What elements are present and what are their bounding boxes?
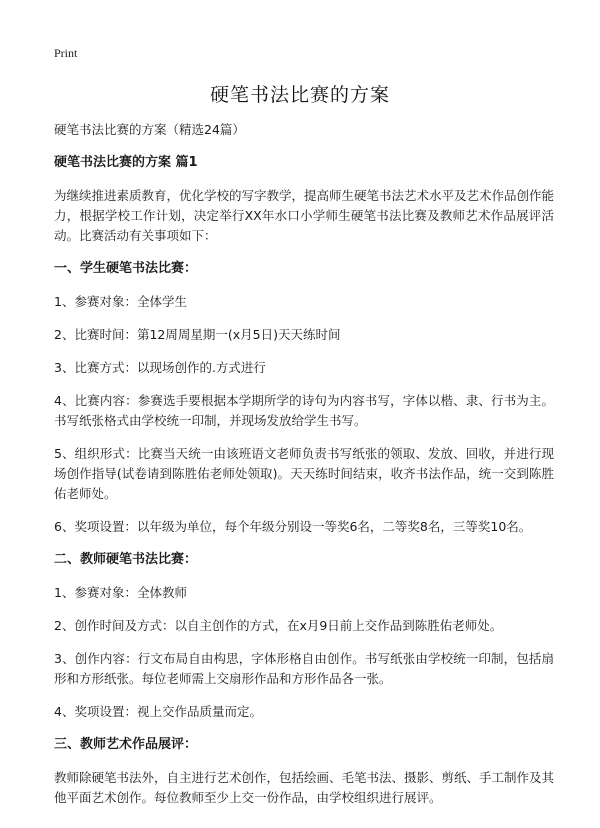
art-exhibit-paragraph: 教师除硬笔书法外，自主进行艺术创作，包括绘画、毛笔书法、摄影、剪纸、手工制作及其他平面艺术创作。每位教师至少上交一份作品，由学校组织进行展评。 (54, 770, 555, 805)
section-heading-students: 一、学生硬笔书法比赛： (54, 261, 198, 276)
section-heading-art-exhibit: 三、教师艺术作品展评： (54, 737, 198, 752)
list-item: 1、参赛对象：全体学生 (54, 294, 187, 309)
list-item: 1、参赛对象：全体教师 (54, 585, 187, 600)
document-subtitle: 硬笔书法比赛的方案（精选24篇） (54, 122, 245, 137)
intro-paragraph: 为继续推进素质教育，优化学校的写字教学，提高师生硬笔书法艺术水平及艺术作品创作能力，根据学校工作计划，决定举行XX年水口小学师生硬笔书法比赛及教师艺术作品展评活动。比赛活动有关事项如下： (54, 188, 555, 243)
list-item: 2、创作时间及方式：以自主创作的方式，在x月9日前上交作品到陈胜佑老师处。 (54, 618, 503, 633)
article-heading: 硬笔书法比赛的方案 篇1 (54, 155, 198, 170)
document-body (54, 120, 554, 821)
list-item: 3、创作内容：行文布局自由构思，字体形格自由创作。书写纸张由学校统一印制，包括扇形和方形纸张。每位老师需上交扇形作品和方形作品各一张。 (54, 651, 554, 686)
list-item: 2、比赛时间：第12周周星期一(x月5日)天天练时间 (54, 327, 341, 342)
list-item: 4、比赛内容：参赛选手要根据本学期所学的诗句为内容书写，字体以楷、隶、行书为主。书写纸张格式由学校统一印制，并现场发放给学生书写。 (54, 393, 554, 428)
list-item: 5、组织形式：比赛当天统一由该班语文老师负责书写纸张的领取、发放、回收，并进行现场创作指导(试卷请到陈胜佑老师处领取)。天天练时间结束，收齐书法作品，统一交到陈胜佑老师处。 (54, 446, 554, 501)
list-item: 4、奖项设置：视上交作品质量而定。 (54, 704, 262, 719)
list-item: 3、比赛方式：以现场创作的.方式进行 (54, 360, 266, 375)
document-title: 硬笔书法比赛的方案 (209, 84, 390, 106)
section-heading-teachers: 二、教师硬笔书法比赛： (54, 552, 198, 567)
list-item: 6、奖项设置：以年级为单位，每个年级分别设一等奖6名，二等奖8名，三等奖10名。 (54, 519, 532, 534)
print-label: Print (54, 46, 78, 60)
